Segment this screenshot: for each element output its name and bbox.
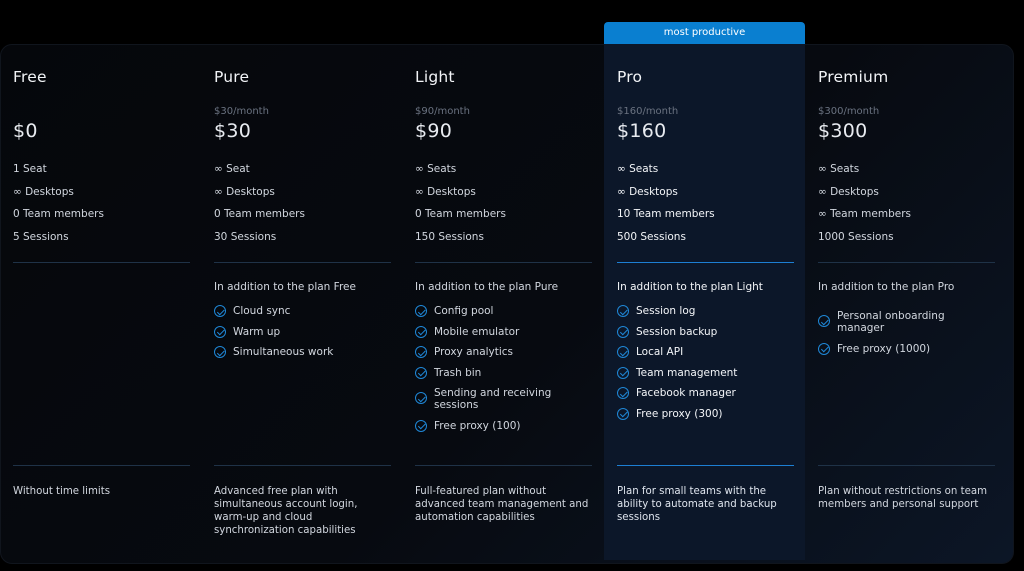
plan-features: [214, 163, 305, 253]
check-circle-icon: [818, 343, 830, 355]
plan-description: Advanced free plan with simultaneous account login, warm-up and cloud synchronization capabilities: [214, 486, 358, 536]
addition-heading: In addition to the plan Pro: [818, 281, 955, 293]
divider: [214, 262, 391, 263]
feature-sessions: 30 Sessions: [214, 230, 277, 243]
extra-feature: Free proxy (1000): [818, 343, 998, 355]
feature-desktops: ∞ Desktops: [617, 185, 678, 198]
feature-sessions: 500 Sessions: [617, 230, 686, 243]
divider: [818, 465, 995, 466]
check-circle-icon: [818, 315, 830, 327]
feature-desktops: ∞ Desktops: [818, 185, 879, 198]
extra-feature: Sending and receiving sessions: [415, 387, 595, 411]
check-circle-icon: [415, 346, 427, 358]
divider: [415, 465, 592, 466]
extra-features: [214, 305, 394, 367]
feature-team-members: ∞ Team members: [818, 208, 912, 221]
plan-features: [13, 163, 104, 253]
check-circle-icon: [415, 392, 427, 404]
plan-card-free: [0, 44, 201, 560]
extra-feature: Team management: [617, 367, 797, 379]
plan-per-month: $300/month: [818, 106, 880, 117]
plan-name: Pro: [617, 68, 643, 86]
feature-seats: 1 Seat: [13, 163, 47, 175]
feature-desktops: ∞ Desktops: [214, 185, 275, 198]
feature-desktops: ∞ Desktops: [13, 185, 74, 198]
extra-features: [617, 305, 797, 428]
extra-feature: Personal onboarding manager: [818, 310, 998, 334]
divider: [415, 262, 592, 263]
check-circle-icon: [214, 305, 226, 317]
plan-features: [617, 163, 715, 253]
check-circle-icon: [617, 387, 629, 399]
check-circle-icon: [617, 408, 629, 420]
check-circle-icon: [415, 420, 427, 432]
plan-name: Premium: [818, 68, 889, 86]
plan-price: $90: [415, 120, 453, 142]
plan-price: $0: [13, 120, 38, 142]
plan-per-month: $30/month: [214, 106, 269, 117]
extra-feature: Trash bin: [415, 367, 595, 379]
plan-description: Plan without restrictions on team members and personal support: [818, 486, 988, 510]
feature-sessions: 5 Sessions: [13, 230, 69, 243]
feature-team-members: 0 Team members: [415, 208, 506, 221]
check-circle-icon: [617, 326, 629, 338]
extra-feature: Local API: [617, 346, 797, 358]
plan-name: Pure: [214, 68, 250, 86]
plan-name: Free: [13, 68, 47, 86]
check-circle-icon: [415, 326, 427, 338]
addition-heading: In addition to the plan Light: [617, 281, 763, 293]
plan-per-month: $90/month: [415, 106, 470, 117]
plan-price: $30: [214, 120, 252, 142]
feature-seats: ∞ Seats: [617, 163, 659, 175]
addition-heading: In addition to the plan Free: [214, 281, 356, 293]
extra-feature: Proxy analytics: [415, 346, 595, 358]
check-circle-icon: [617, 305, 629, 317]
feature-desktops: ∞ Desktops: [415, 185, 476, 198]
addition-heading: In addition to the plan Pure: [415, 281, 559, 293]
divider: [13, 262, 190, 263]
extra-feature: Session log: [617, 305, 797, 317]
plan-description: Plan for small teams with the ability to automate and backup sessions: [617, 486, 777, 523]
feature-seats: ∞ Seats: [415, 163, 457, 175]
feature-seats: ∞ Seats: [818, 163, 860, 175]
most-productive-badge: most productive: [604, 22, 805, 44]
check-circle-icon: [415, 367, 427, 379]
extra-features: [415, 305, 595, 440]
extra-feature: Mobile emulator: [415, 326, 595, 338]
feature-sessions: 150 Sessions: [415, 230, 484, 243]
divider: [13, 465, 190, 466]
feature-team-members: 0 Team members: [214, 208, 305, 221]
divider: [818, 262, 995, 263]
divider: [617, 465, 794, 466]
plan-name: Light: [415, 68, 455, 86]
plan-card-premium: [805, 44, 1006, 560]
feature-seats: ∞ Seat: [214, 163, 250, 175]
divider: [214, 465, 391, 466]
check-circle-icon: [617, 367, 629, 379]
check-circle-icon: [415, 305, 427, 317]
plan-per-month: $160/month: [617, 106, 679, 117]
plan-price: $160: [617, 120, 667, 142]
feature-team-members: 0 Team members: [13, 208, 104, 221]
plan-features: [415, 163, 506, 253]
extra-feature: Free proxy (300): [617, 408, 797, 420]
plan-features: [818, 163, 911, 253]
extra-feature: Facebook manager: [617, 387, 797, 399]
plan-card-pure: [201, 44, 402, 560]
extra-feature: Session backup: [617, 326, 797, 338]
extra-feature: Warm up: [214, 326, 394, 338]
plan-description: Full-featured plan without advanced team management and automation capabilities: [415, 486, 589, 523]
check-circle-icon: [214, 346, 226, 358]
extra-feature: Config pool: [415, 305, 595, 317]
plan-card-pro: [604, 44, 805, 560]
check-circle-icon: [617, 346, 629, 358]
plan-description: Without time limits: [13, 486, 111, 497]
extra-feature: Cloud sync: [214, 305, 394, 317]
check-circle-icon: [214, 326, 226, 338]
divider: [617, 262, 794, 263]
extra-features: [818, 305, 998, 363]
feature-sessions: 1000 Sessions: [818, 230, 894, 243]
extra-feature: Free proxy (100): [415, 420, 595, 432]
plan-price: $300: [818, 120, 868, 142]
extra-feature: Simultaneous work: [214, 346, 394, 358]
feature-team-members: 10 Team members: [617, 208, 715, 221]
plan-card-light: [402, 44, 603, 560]
